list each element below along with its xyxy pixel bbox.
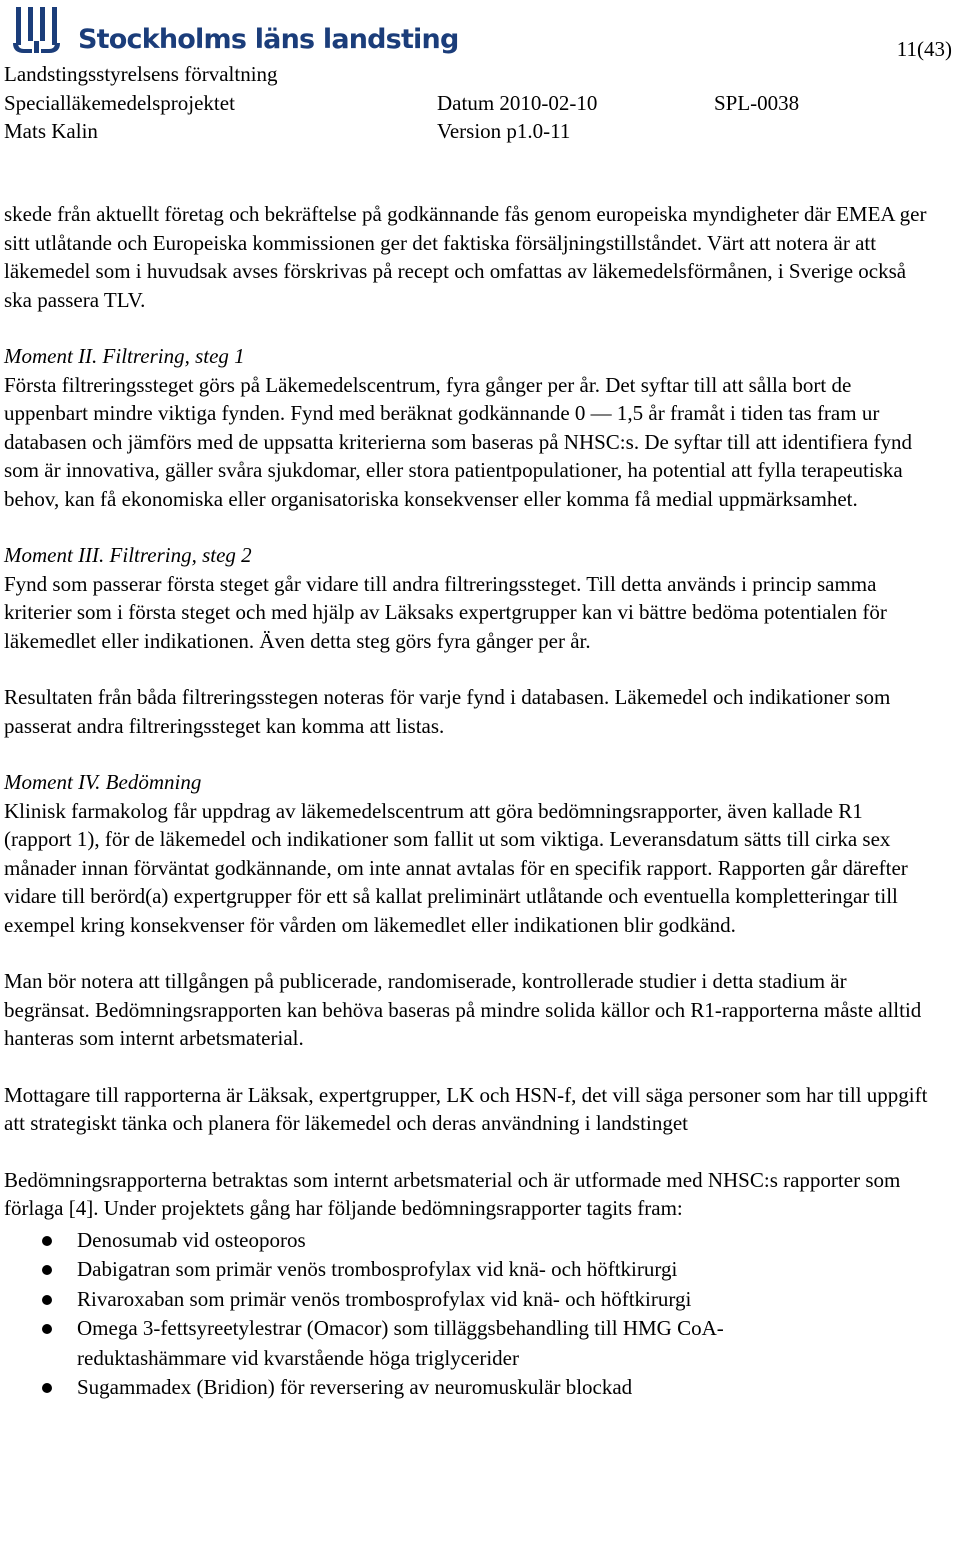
bullet-icon [42, 1383, 52, 1393]
page-header [0, 0, 960, 150]
section-heading-moment-2: Moment II. Filtrering, steg 1 [4, 344, 245, 368]
list-item: Dabigatran som primär venös trombosprofylax vid knä- och höftkirurgi [4, 1255, 934, 1285]
list-item: Sugammadex (Bridion) för reversering av neuromuskulär blockad [4, 1373, 934, 1403]
org-name: Landstingsstyrelsens förvaltning [4, 62, 278, 86]
paragraph: skede från aktuellt företag och bekräftelse på godkännande fås genom europeiska myndigheter där EMEA ger sitt utlåtande och Europeiska kommissionen ger det faktiska försäljningstillståndet. Värt att notera är att läkemedel som i huvudsak avses förskrivas på recept och omfattas av läkemedelsförmånen, i Sverige också ska passera TLV. [4, 202, 927, 312]
doc-date: Datum 2010-02-10 [437, 91, 598, 115]
bullet-icon [42, 1324, 52, 1334]
sll-crown-icon [10, 7, 70, 55]
bullet-icon [42, 1236, 52, 1246]
paragraph: Klinisk farmakolog får uppdrag av läkemedelscentrum att göra bedömningsrapporter, även kallade R1 (rapport 1), för de läkemedel och indikationer som fallit ut som viktiga. Leveransdatum sätts till cirka sex månader innan förväntat godkännande, om inte annat avtalas för en specifik rapport. Rapporten går därefter vidare till berörd(a) expertgrupper för ett så kallat preliminärt utlåtande och eventuella kompletteringar till exempel kring konsekvenser för vården om läkemedlet eller indikationen blir godkänd. [4, 798, 908, 937]
bullet-icon [42, 1265, 52, 1275]
bullet-icon [42, 1295, 52, 1305]
logo-text: Stockholms läns landsting [78, 23, 459, 55]
list-item: Rivaroxaban som primär venös trombosprofylax vid knä- och höftkirurgi [4, 1285, 934, 1315]
report-list [4, 1226, 934, 1403]
list-item: Denosumab vid osteoporos [4, 1226, 934, 1256]
list-item: Omega 3-fettsyreetylestrar (Omacor) som tilläggsbehandling till HMG CoA-reduktashämmare vid kvarstående höga triglycerider [4, 1314, 934, 1373]
paragraph: Bedömningsrapporterna betraktas som internt arbetsmaterial och är utformade med NHSC:s rapporter som förlaga [4]. Under projektets gång har följande bedömningsrapporter tagits fram: [4, 1167, 901, 1220]
author-name: Mats Kalin [4, 119, 98, 143]
doc-id: SPL-0038 [714, 91, 800, 115]
paragraph: Första filtreringssteget görs på Läkemedelscentrum, fyra gånger per år. Det syftar till att sålla bort de uppenbart mindre viktiga fynden. Fynd med beräknat godkännande 0 — 1,5 år framåt i tiden tas fram ur databasen och jämförs med de uppsatta kriterierna som baseras på NHSC:s. De syftar till att identifiera fynd som är innovativa, gäller svåra sjukdomar, eller stora patientpopulationer, ha potential att fylla terapeutiska behov, kan få ekonomiska eller organisatoriska konsekvenser eller komma få medial uppmärksamhet. [4, 372, 912, 511]
paragraph: Man bör notera att tillgången på publicerade, randomiserade, kontrollerade studier i detta stadium är begränsat. Bedömningsrapporten kan behöva baseras på mindre solida källor och R1-rapporterna måste alltid hanteras som internt arbetsmaterial. [4, 969, 922, 1050]
doc-version: Version p1.0-11 [437, 119, 571, 143]
project-name: Specialläkemedelsprojektet [4, 91, 235, 115]
section-heading-moment-4: Moment IV. Bedömning [4, 770, 202, 794]
page-number: 11(43) [896, 37, 952, 61]
document-body [4, 200, 934, 1403]
paragraph: Fynd som passerar första steget går vidare till andra filtreringssteget. Till detta används i princip samma kriterier som i första steget och med hjälp av Läksaks expertgrupper kan vi bättre bedöma potentialen för läkemedlet eller indikationen. Även detta steg görs fyra gånger per år. [4, 571, 887, 653]
paragraph: Mottagare till rapporterna är Läksak, expertgrupper, LK och HSN-f, det vill säga personer som har till uppgift att strategiskt tänka och planera för läkemedel och deras användning i landstinget [4, 1082, 928, 1135]
logo [10, 6, 458, 56]
paragraph: Resultaten från båda filtreringsstegen noteras för varje fynd i databasen. Läkemedel och indikationer som passerat andra filtreringssteget kan komma att listas. [4, 685, 891, 738]
section-heading-moment-3: Moment III. Filtrering, steg 2 [4, 543, 252, 567]
